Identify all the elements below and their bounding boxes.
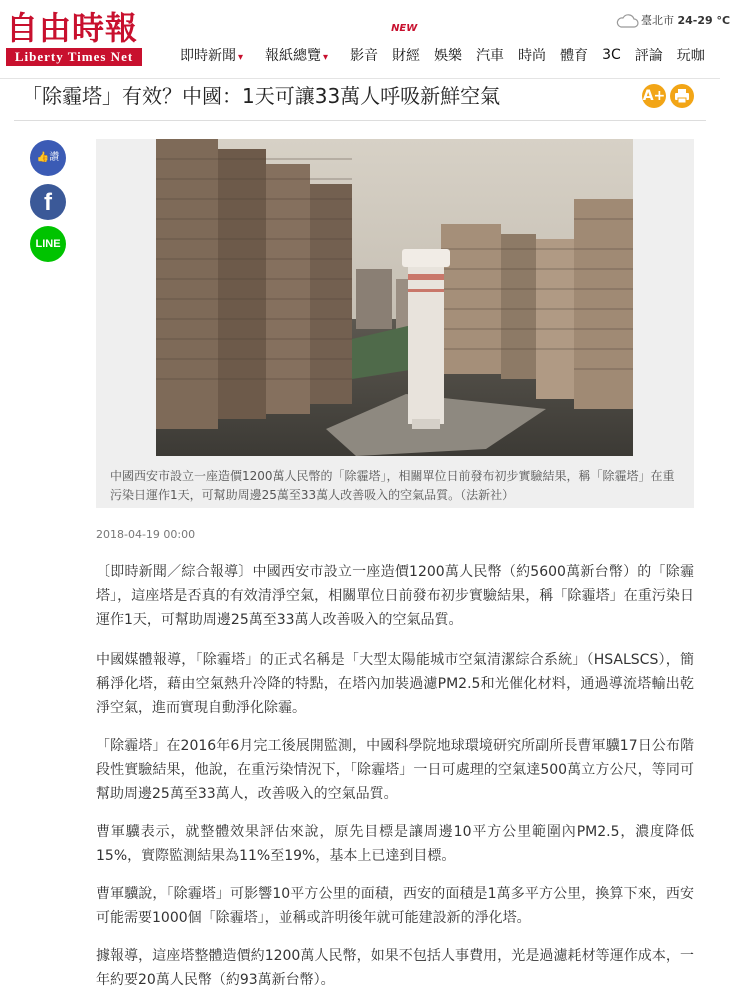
title-divider [14, 120, 706, 121]
photo-container [96, 139, 694, 508]
weather-widget[interactable] [616, 12, 730, 28]
smog-tower-photo [156, 139, 633, 456]
weather-city: 臺北市 [641, 14, 674, 27]
article-title: 「除霾塔」有效？中國：1天可讓33萬人呼吸新鮮空氣 [22, 84, 501, 108]
logo-chinese: 自由時報 [6, 9, 139, 47]
nav-finance[interactable] [391, 23, 421, 65]
cloud-icon [616, 14, 638, 28]
nav-finance-label: 財經 [392, 48, 421, 64]
site-header [0, 0, 730, 79]
nav-video[interactable]: 影音 [350, 48, 379, 64]
nav-playing[interactable]: 玩咖 [676, 48, 705, 64]
printer-icon [670, 84, 694, 108]
nav-car[interactable]: 汽車 [476, 48, 505, 64]
logo-english: Liberty Times Net [6, 48, 142, 66]
print-button[interactable] [670, 84, 694, 108]
nav-paper-overview[interactable]: 報紙總覽 ▾ [265, 45, 328, 65]
weather-temp: 24-29 °C [677, 14, 730, 27]
nav-3c[interactable]: 3C [602, 47, 621, 63]
main-nav [180, 23, 719, 66]
line-share-button[interactable]: LINE [30, 226, 66, 262]
new-badge: NEW [391, 23, 418, 34]
photo-caption: 中國西安市設立一座造價1200萬人民幣的「除霾塔」，相關單位日前發布初步實驗結果，稱「除霾塔」在重污染日運作1天，可幫助周邊25萬至33萬人改善吸入的空氣品質。（法新社） [110, 469, 675, 502]
article-paragraph: 曹軍驥說，「除霾塔」可影響10平方公里的面積，西安的面積是1萬多平方公里，換算下來，西安可能需要1000個「除霾塔」，並稱或許明後年就可能建設新的淨化塔。 [96, 886, 694, 926]
publish-date: 2018-04-19 00:00 [96, 528, 196, 541]
like-button[interactable] [30, 140, 66, 176]
facebook-share-button[interactable]: f [30, 184, 66, 220]
nav-fashion[interactable]: 時尚 [518, 48, 547, 64]
nav-sports[interactable]: 體育 [560, 48, 589, 64]
article-paragraph: 中國媒體報導，「除霾塔」的正式名稱是「大型太陽能城市空氣清潔綜合系統」（HSALSCS），簡稱淨化塔，藉由空氣熱升冷降的特點，在塔內加裝過濾PM2.5和光催化材料，通過導流塔輸出乾淨空氣，進而實現自動淨化除霾。 [96, 652, 694, 716]
font-size-button[interactable]: A+ [642, 84, 666, 108]
article-paragraph: 曹軍驥表示，就整體效果評估來說，原先目標是讓周邊10平方公里範圍內PM2.5，濃度降低15%，實際監測結果為11%至19%，基本上已達到目標。 [96, 824, 694, 864]
article-paragraph: 「除霾塔」在2016年6月完工後展開監測，中國科學院地球環境研究所副所長曹軍驥17日公布階段性實驗結果，他說，在重污染情況下，「除霾塔」一日可處理的空氣達500萬立方公尺，等同可幫助周邊25萬至33萬人，改善吸入的空氣品質。 [96, 738, 694, 802]
like-label: 讚 [49, 152, 60, 163]
article-photo[interactable] [156, 139, 633, 456]
site-logo[interactable] [6, 8, 142, 66]
article-paragraph: 據報導，這座塔整體造價約1200萬人民幣，如果不包括人事費用，光是過濾耗材等運作成本，一年約要20萬人民幣（約93萬新台幣）。 [96, 948, 694, 988]
nav-instant-news[interactable]: 即時新聞 ▾ [180, 45, 243, 65]
thumbs-up-icon: 👍 [36, 152, 50, 163]
article-paragraph: 〔即時新聞／綜合報導〕中國西安市設立一座造價1200萬人民幣（約5600萬新台幣）的「除霾塔」，這座塔是否真的有效清淨空氣，相關單位日前發布初步實驗結果，稱「除霾塔」在重污染日運作1天，可幫助周邊25萬至33萬人改善吸入的空氣品質。 [96, 564, 694, 628]
nav-entertainment[interactable]: 娛樂 [434, 48, 463, 64]
nav-opinion[interactable]: 評論 [634, 48, 663, 64]
